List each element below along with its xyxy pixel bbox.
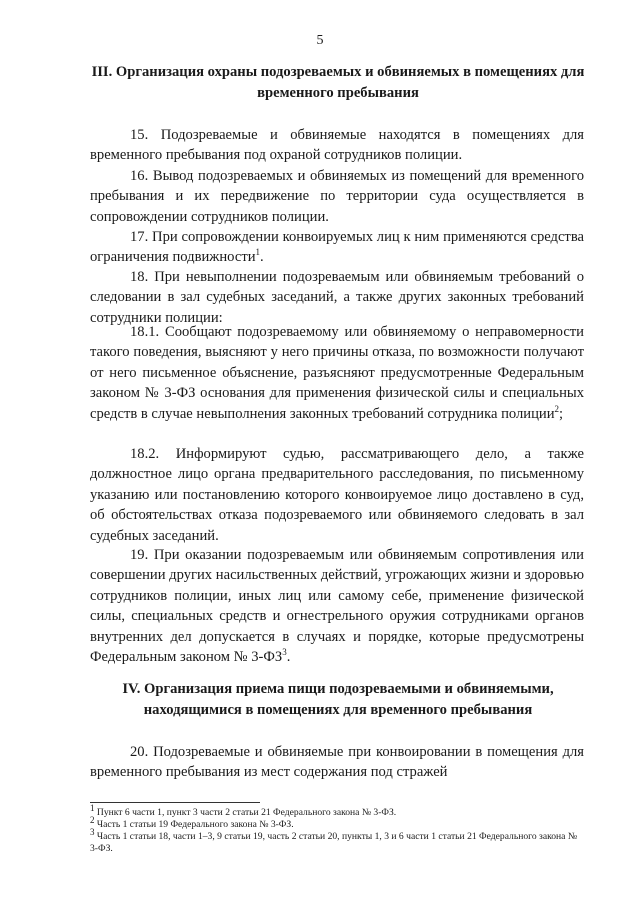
footnote-mark: 3 — [90, 826, 95, 837]
footnote-text: Часть 1 статьи 19 Федерального закона № 3-ФЗ. — [94, 819, 294, 830]
paragraph-17-text: 17. При сопровождении конвоируемых лиц к ним применяются средства ограничения подвижности — [90, 229, 584, 266]
paragraph-20: 20. Подозреваемые и обвиняемые при конвоировании в помещения для временного пребывания из мест содержания под стражей — [90, 744, 584, 781]
paragraph-18-2: 18.2. Информируют судью, рассматривающего дело, а также должностное лицо органа предварительного расследования, по письменному указанию или постановлению которого конвоируемое лицо доставлено в суд, об обстоятельствах отказа подозреваемого или обвиняемого следовать в зал судебных заседаний. — [90, 446, 584, 544]
footnote-2 — [90, 814, 584, 831]
footnote-ref-1: 1 — [255, 247, 261, 258]
section-heading-iii: III. Организация охраны подозреваемых и обвиняемых в помещениях для временного пребывания — [91, 64, 585, 101]
footnote-ref-3: 3 — [282, 647, 287, 658]
paragraph-15: 15. Подозреваемые и обвиняемые находятся в помещениях для временного пребывания под охраной сотрудников полиции. — [90, 127, 584, 164]
footnote-text: Пункт 6 части 1, пункт 3 части 2 статьи 21 Федерального закона № 3-ФЗ. — [94, 807, 397, 818]
paragraph-19 — [90, 545, 584, 667]
paragraph-19-text: 19. При оказании подозреваемым или обвиняемым сопротивления или совершении других насильственных действий, угрожающих жизни и здоровью сотрудников полиции, иных лиц или самому себе, применение физической силы, специальных средств и огнестрельного оружия сотрудниками органов внутренних дел допускается в случаях и порядке, которые предусмотрены Федеральным законом № 3-ФЗ — [90, 547, 584, 666]
paragraph-18-1-end: ; — [559, 405, 564, 422]
page-number: 5 — [316, 33, 324, 48]
footnote-ref-2: 2 — [554, 403, 560, 414]
footnote-mark: 2 — [90, 814, 95, 825]
footnote-1 — [90, 802, 584, 819]
footnote-text: Часть 1 статьи 18, части 1–3, 9 статьи 19, часть 2 статьи 20, пункты 1, 3 и 6 части 1 статьи 21 Федерального закона № 3-ФЗ. — [90, 831, 577, 854]
paragraph-18-1 — [90, 322, 584, 424]
footnotes — [90, 802, 584, 855]
paragraph-19-end: . — [286, 649, 291, 666]
footnote-mark: 1 — [90, 802, 95, 813]
paragraph-18: 18. При невыполнении подозреваемым или обвиняемым требований о следовании в зал судебных заседаний, а также других законных требований сотрудники полиции: — [90, 269, 584, 326]
footnote-divider — [90, 802, 260, 803]
paragraph-17 — [90, 227, 584, 268]
paragraph-16: 16. Вывод подозреваемых и обвиняемых из помещений для временного пребывания и их передвижение по территории суда осуществляется в сопровождении сотрудников полиции. — [90, 168, 584, 225]
footnote-3 — [90, 826, 584, 855]
section-heading-iv: IV. Организация приема пищи подозреваемыми и обвиняемыми, находящимися в помещениях для временного пребывания — [122, 681, 554, 718]
paragraph-18-1-text: 18.1. Сообщают подозреваемому или обвиняемому о неправомерности такого поведения, выясняют у него причины отказа, по возможности получают от него письменное объяснение, разъясняют предусмотренные Федеральным законом № 3-ФЗ основания для применения физической силы и специальных средств в случае невыполнения законных требований сотрудника полиции — [90, 324, 584, 422]
paragraph-17-end: . — [260, 249, 264, 266]
